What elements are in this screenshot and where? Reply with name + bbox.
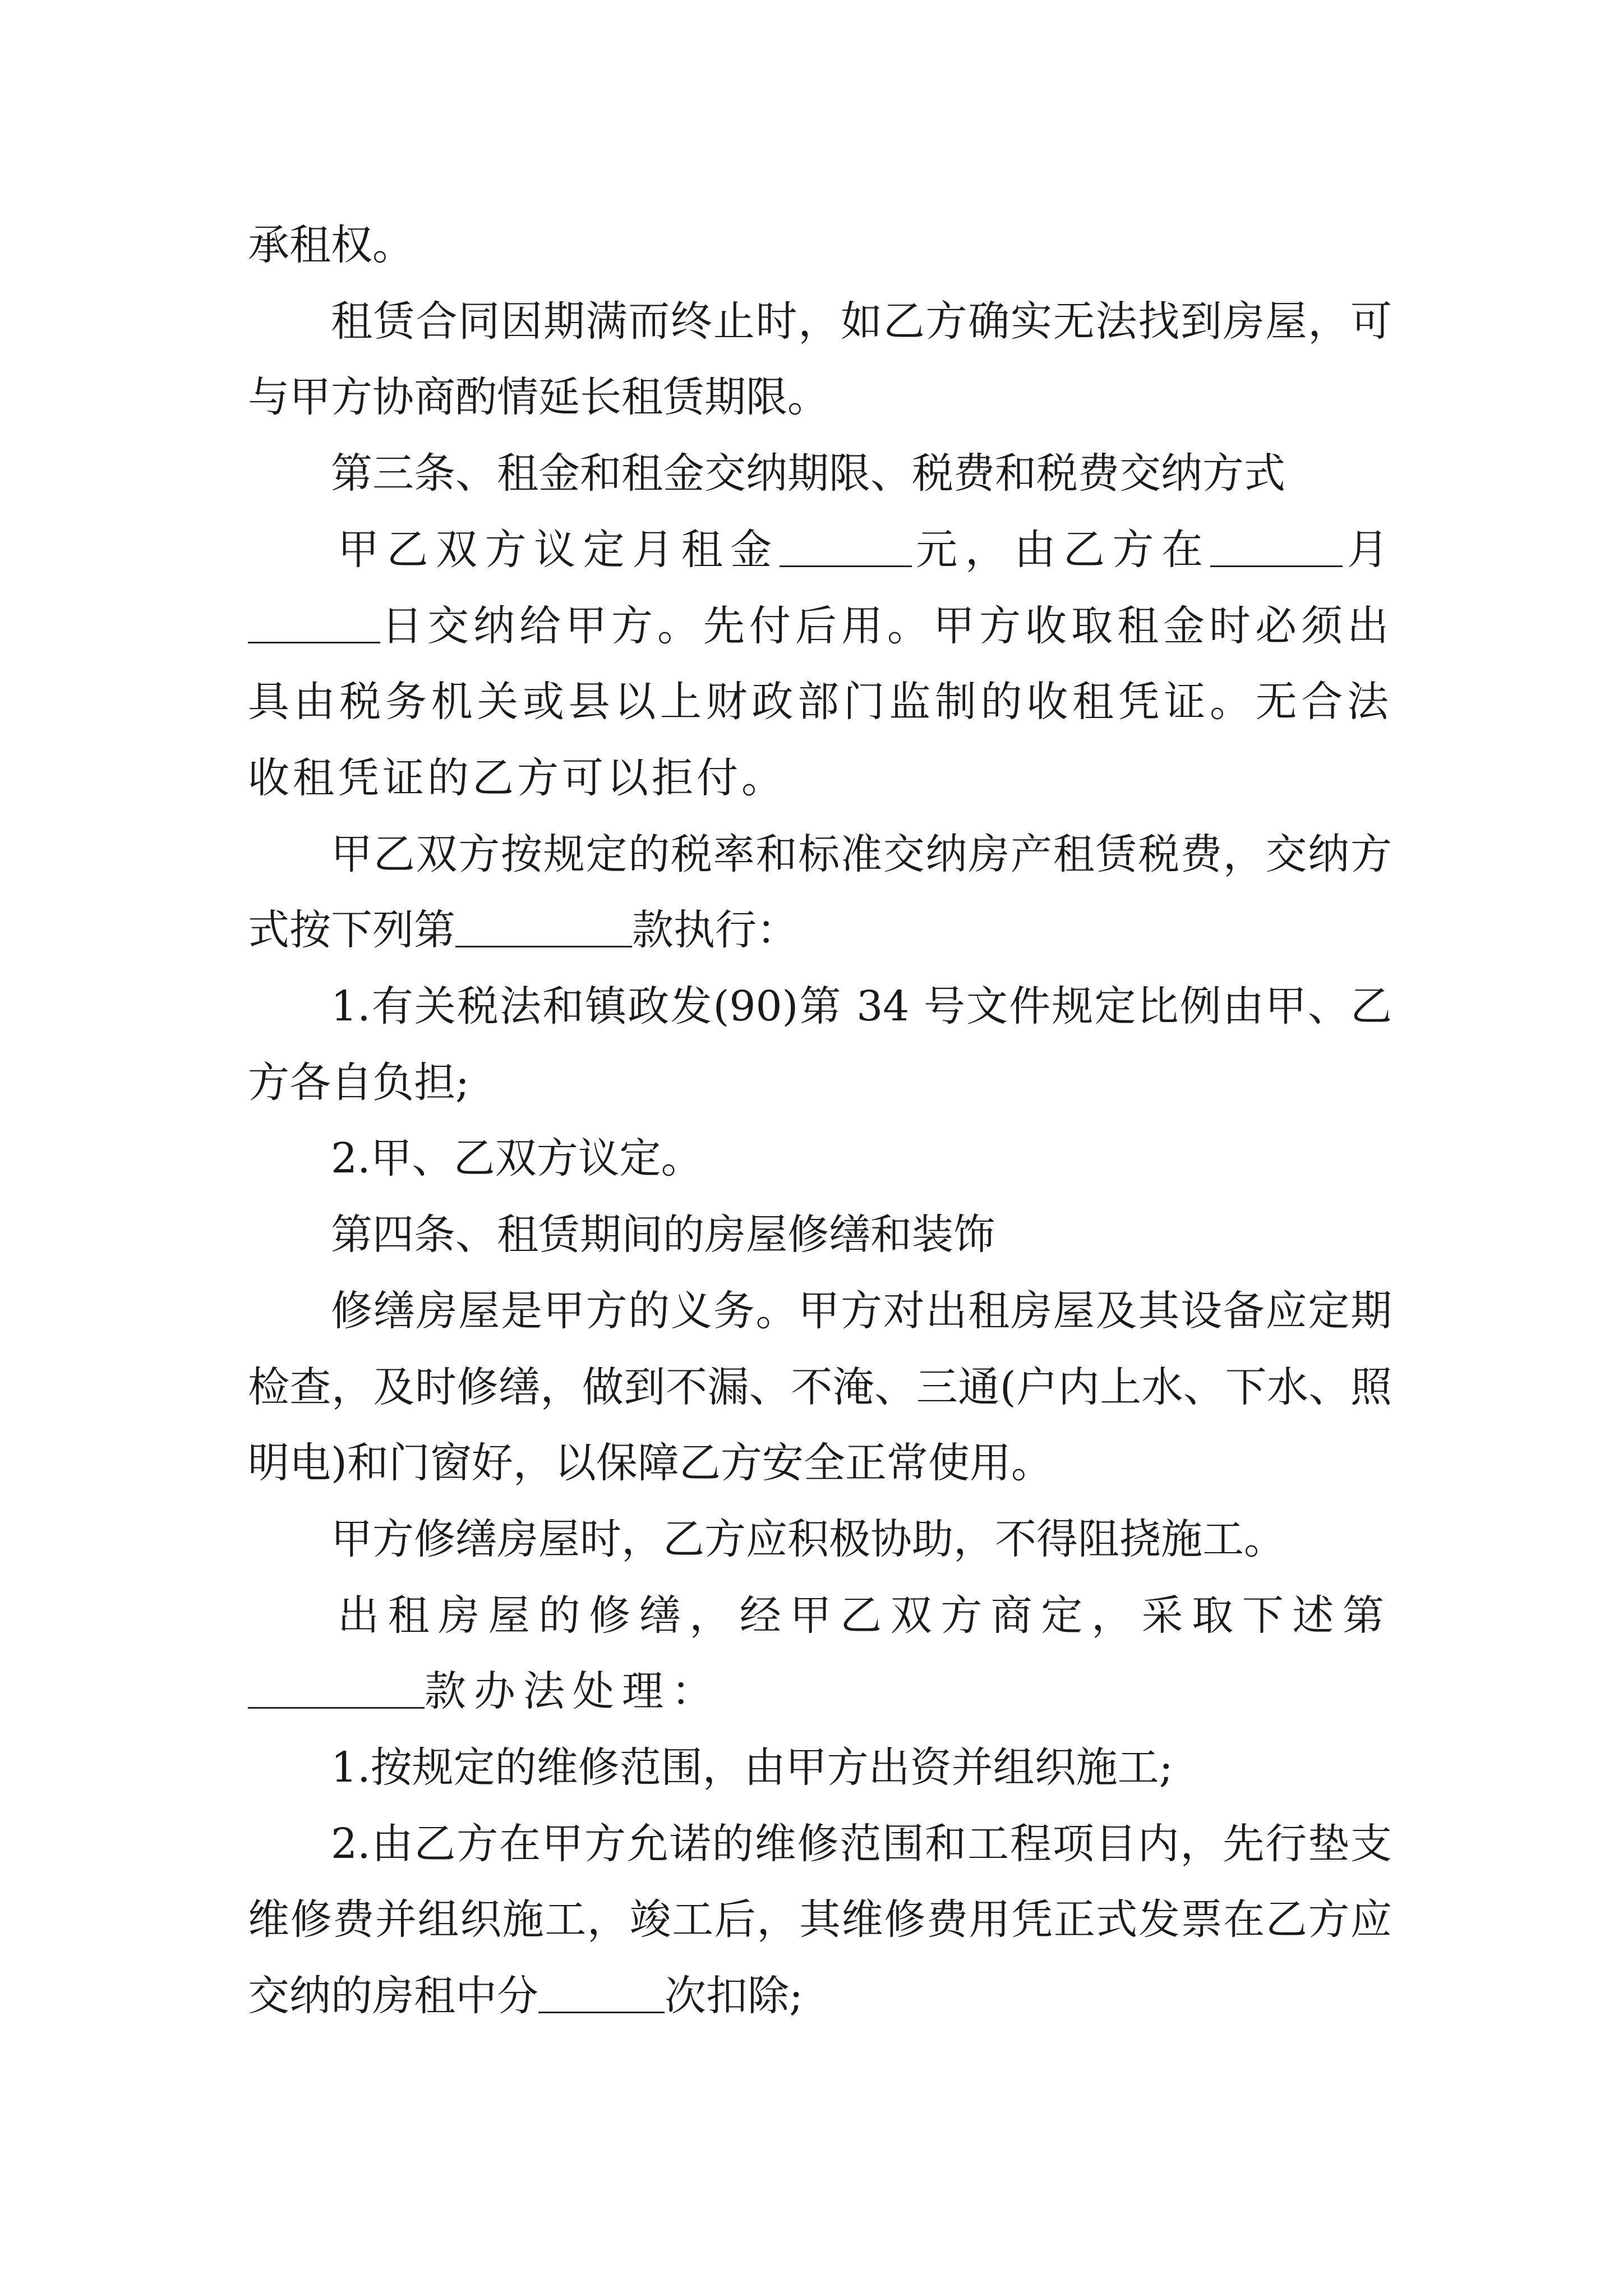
list-item-repair-2 [248, 1806, 1392, 2035]
rent-text-4: 日交纳给甲方。先付后用。甲方收取租金时必须出具由税务机关或县以上财政部门监制的收租凭证。无合法收租凭证的乙方可以拒付。 [248, 601, 1392, 802]
rent-text-1: 甲乙双方议定月租金 [338, 525, 780, 574]
repair2-text-2: 次扣除; [665, 1972, 803, 2021]
tax-clause-blank [455, 907, 632, 947]
paragraph-lease-extension: 租赁合同因期满而终止时，如乙方确实无法找到房屋，可与甲方协商酌情延长租赁期限。 [248, 297, 1392, 422]
paragraph-monthly-rent [248, 512, 1392, 817]
rent-month-blank [1210, 526, 1343, 567]
heading-article-3: 第三条、租金和租金交纳期限、税费和税费交纳方式 [331, 449, 1285, 498]
list-item-repair-1: 1.按规定的维修范围，由甲方出资并组织施工; [331, 1743, 1173, 1792]
rent-day-blank [248, 602, 380, 643]
rent-text-2: 元，由乙方在 [911, 525, 1211, 574]
deduction-times-blank [538, 1972, 665, 2013]
paragraph-tenancy-right: 承租权。 [248, 221, 414, 269]
paragraph-tax-payment [248, 817, 1392, 969]
rent-amount-blank [780, 526, 912, 567]
repair-text-2: 款办法处理： [425, 1667, 721, 1716]
repair-clause-blank [248, 1668, 425, 1709]
rent-text-3: 月 [1343, 525, 1393, 574]
paragraph-repair-duty: 修缮房屋是甲方的义务。甲方对出租房屋及其设备应定期检查，及时修缮，做到不漏、不淹、三通(户内上水、下水、照明电)和门窗好，以保障乙方安全正常使用。 [248, 1286, 1392, 1488]
list-item-tax-1: 1.有关税法和镇政发(90)第 34 号文件规定比例由甲、乙方各自负担; [248, 982, 1392, 1107]
tax-text-1: 甲乙双方按规定的税率和标准交纳房产租赁税费，交纳方式按下列第 [248, 830, 1392, 955]
tax-text-2: 款执行： [632, 906, 798, 955]
paragraph-repair-cooperation: 甲方修缮房屋时，乙方应积极协助，不得阻挠施工。 [331, 1515, 1285, 1563]
list-item-tax-2: 2.甲、乙双方议定。 [331, 1134, 703, 1183]
document-page [248, 208, 1392, 2035]
repair2-text-1: 2.由乙方在甲方允诺的维修范围和工程项目内，先行垫支维修费并组织施工，竣工后，其维修费用凭正式发票在乙方应交纳的房租中分 [248, 1819, 1392, 2021]
paragraph-repair-method [248, 1578, 1392, 1730]
heading-article-4: 第四条、租赁期间的房屋修缮和装饰 [331, 1211, 995, 1259]
repair-text-1: 出租房屋的修缮，经甲乙双方商定，采取下述第 [338, 1591, 1392, 1640]
